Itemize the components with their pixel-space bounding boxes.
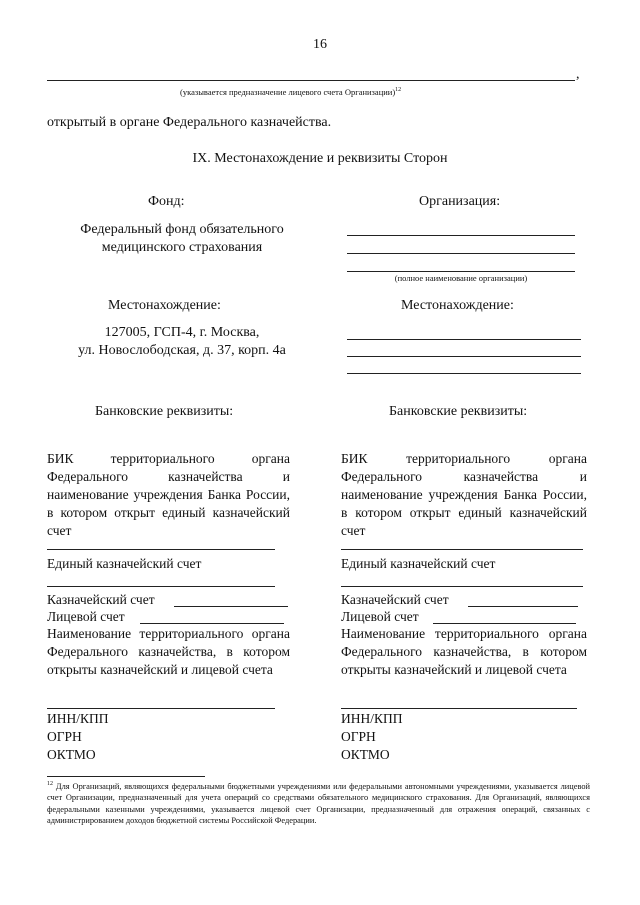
fund-unified-account: Единый казначейский счет [47,556,202,571]
org-ogrn: ОГРН [341,729,376,744]
opened-in-treasury-line: открытый в органе Федерального казначейства. [47,115,332,130]
fund-name [47,221,317,257]
org-name-caption: (полное наименование организации) [394,273,528,283]
fund-tfo-name: Наименование территориального органа Федерального казначейства, в котором открыты казначейский и лицевой счета [47,626,290,677]
footnote-ref: 12 [395,87,402,93]
fund-treasury-account: Казначейский счет [47,592,155,607]
footnote-mark: 12 [47,781,53,787]
fund-address [47,324,317,360]
footnote [47,779,590,826]
org-treasury-account: Казначейский счет [341,592,449,607]
org-personal-account: Лицевой счет [341,609,419,624]
org-location-heading: Местонахождение: [401,298,514,313]
fund-treasury-line [174,606,288,607]
fund-personal-account: Лицевой счет [47,609,125,624]
page-number: 16 [313,37,327,52]
fund-address-line1: 127005, ГСП-4, г. Москва, [104,325,260,340]
fund-ogrn: ОГРН [47,729,82,744]
fund-bank-heading: Банковские реквизиты: [95,404,234,419]
purpose-caption-text: (указывается предназначение лицевого счета Организации) [180,86,396,97]
purpose-blank-line [47,80,575,81]
org-unified-account: Единый казначейский счет [341,556,496,571]
fund-address-line2: ул. Новослободская, д. 37, корп. 4а [78,343,286,358]
org-treasury-line [468,606,578,607]
org-bank-heading: Банковские реквизиты: [389,404,528,419]
fund-oktmo: ОКТМО [47,747,96,762]
org-tfo-name: Наименование территориального органа Федерального казначейства, в котором открыты казначейский и лицевой счета [341,626,587,677]
fund-unified-line [47,586,275,587]
fund-name-line2: медицинского страхования [101,240,263,255]
org-bik-line [341,549,583,550]
fund-location-heading: Местонахождение: [108,298,221,313]
org-tfo-line [341,708,577,709]
org-address-line3 [347,373,581,374]
org-inn-kpp: ИНН/КПП [341,711,403,726]
fund-bik-text: БИК территориального органа Федерального казначейства и наименование учреждения Банка России, в котором открыт единый казначейский счет [47,451,290,538]
fund-name-line1: Федеральный фонд обязательного [80,222,284,237]
fund-bik-line [47,549,275,550]
org-name-line1 [347,235,575,236]
org-bik-text: БИК территориального органа Федерального казначейства и наименование учреждения Банка России, в котором открыт единый казначейский счет [341,451,587,538]
fund-tfo-line [47,708,275,709]
fund-inn-kpp: ИНН/КПП [47,711,109,726]
purpose-caption [180,85,401,98]
org-name-line3 [347,271,575,272]
org-oktmo: ОКТМО [341,747,390,762]
organization-heading: Организация: [419,194,501,209]
org-name-line2 [347,253,575,254]
org-unified-line [341,586,583,587]
section-title: IX. Местонахождение и реквизиты Сторон [192,151,448,166]
org-address-line2 [347,356,581,357]
footnote-text: Для Организаций, являющихся федеральными бюджетными учреждениями или федеральными автономными учреждениями, указывается лицевой счет Организации, предназначенный для учета операций со средствами обязательного медицинского страхования. Для Организаций, являющихся федеральными казенными учреждениями, указывается лицевой счет Организации, предназначенный для отражения операций, связанных с администрированием доходов бюджетной системы Российской Федерации. [47,781,591,826]
fund-personal-line [140,623,284,624]
org-personal-line [433,623,576,624]
fund-heading: Фонд: [148,194,185,209]
trailing-comma: , [576,67,580,82]
footnote-separator [47,776,205,777]
org-address-line1 [347,339,581,340]
